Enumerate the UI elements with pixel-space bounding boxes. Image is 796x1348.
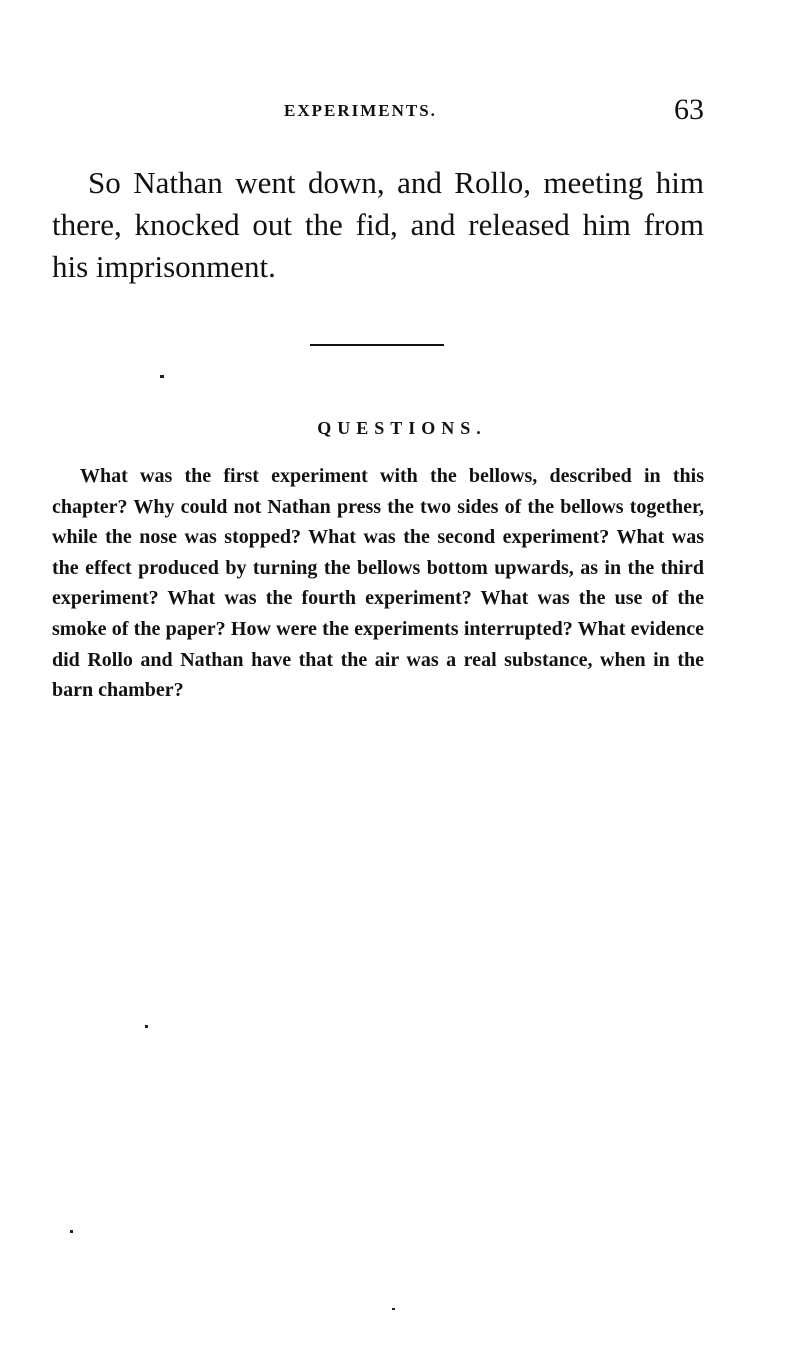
questions-heading: QUESTIONS.	[317, 418, 487, 438]
page-number: 63	[674, 93, 704, 126]
print-speck	[392, 1308, 395, 1310]
section-divider	[310, 344, 444, 346]
running-title: EXPERIMENTS.	[284, 101, 437, 120]
print-speck	[145, 1025, 148, 1028]
print-speck	[70, 1230, 73, 1233]
questions-text: What was the first experiment with the bellows, described in this chapter? Why could not Nathan press the two sides of the bellows together, while the nose was stopped? What was the second experiment? What was the effect produced by turning the bellows bottom upwards, as in the third experiment? What was the fourth experiment? What was the use of the smoke of the paper? How were the experiments interrupted? What evidence did Rollo and Nathan have that the air was a real substance, when in the barn chamber?	[52, 465, 704, 702]
running-head	[52, 93, 704, 125]
body-paragraph: So Nathan went down, and Rollo, meeting him there, knocked out the fid, and released him from his imprisonment.	[52, 165, 704, 284]
print-speck	[160, 375, 164, 378]
